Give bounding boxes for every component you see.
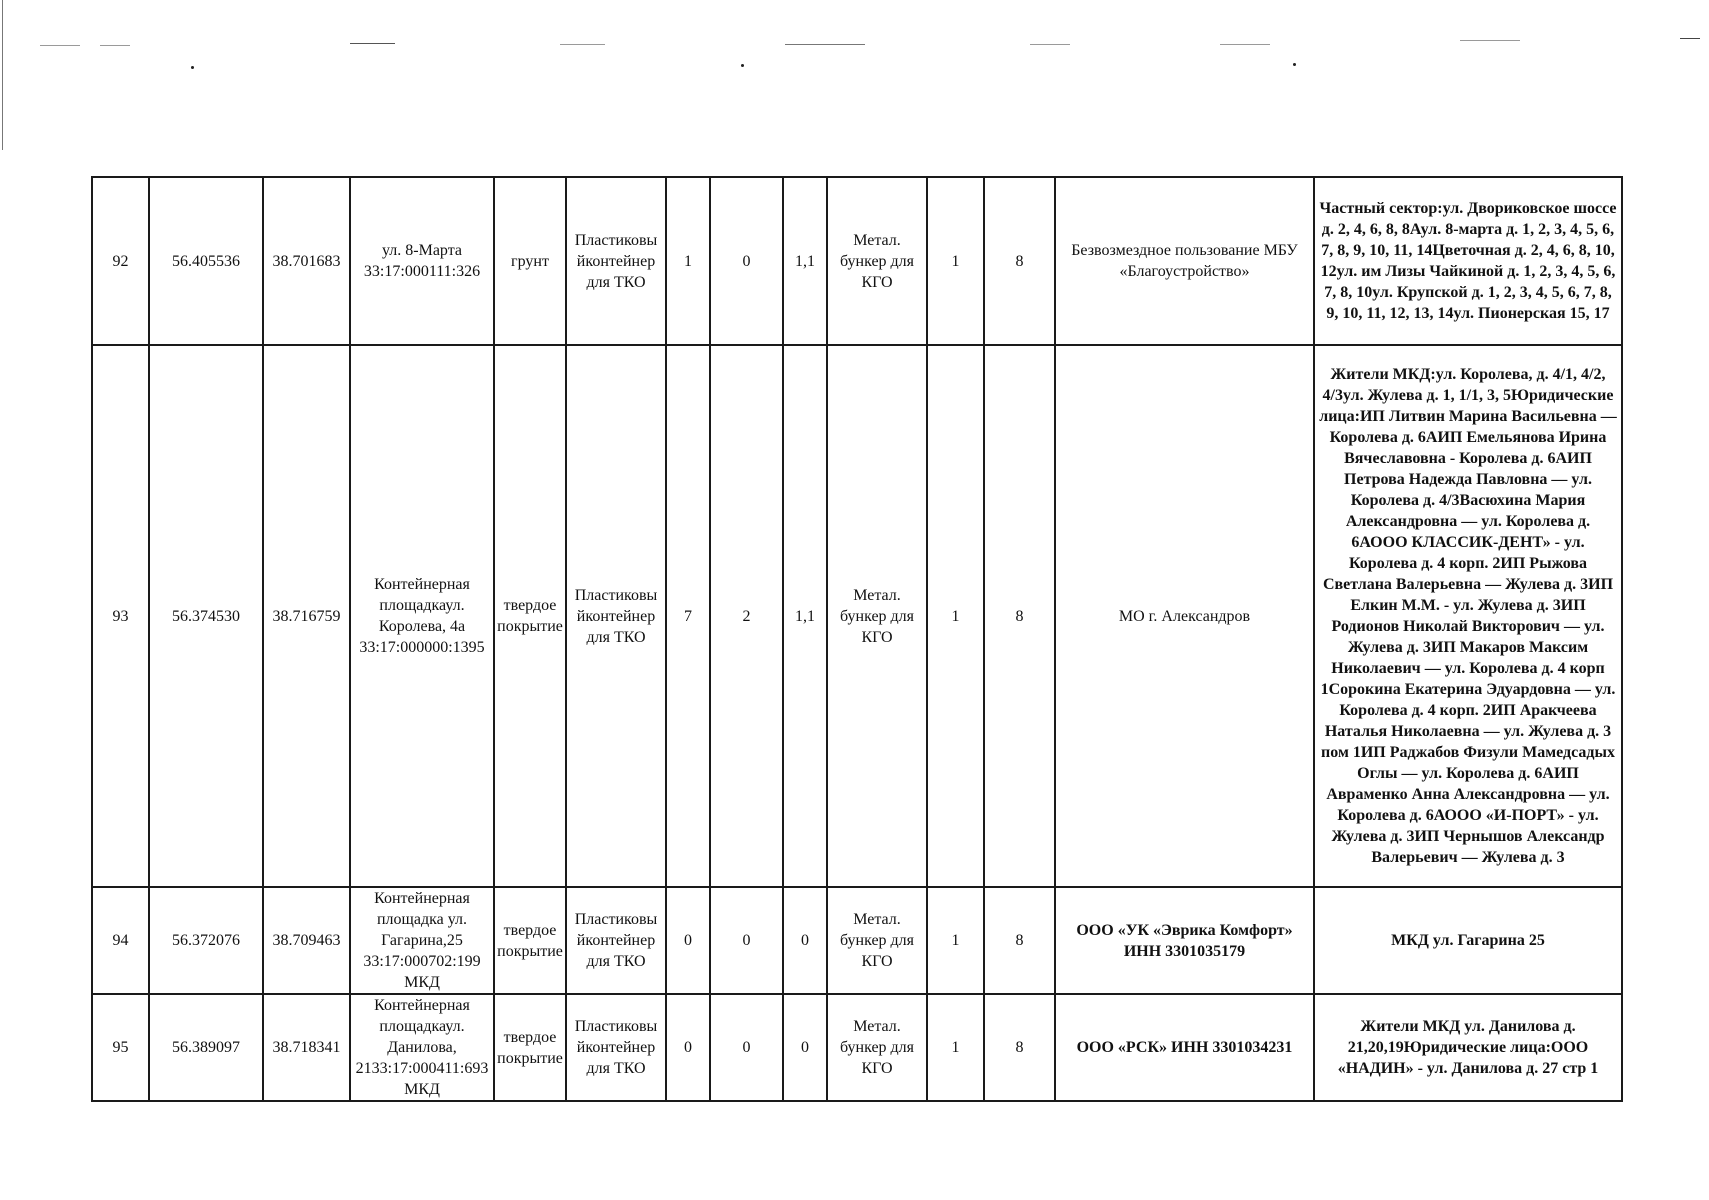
waste-sources: Жители МКД:ул. Королева, д. 4/1, 4/2, 4/3ул. Жулева д. 1, 1/1, 3, 5Юридические лица:ИП Литвин Марина Васильевна — Королева д. 6АИП Емельянова Ирина Вячеславовна - Королева д. 6АИП Петрова Надежда Павловна — ул. Королева д. 4/3Васюхина Мария Александровна — ул. Королева д. 6АООО КЛАССИК-ДЕНТ» - ул. Королева д. 4 корп. 2ИП Рыжова Светлана Валерьевна — Жулева д. 3ИП Елкин М.М. - ул. Жулева д. 3ИП Родионов Николай Викторович — ул. Жулева д. 3ИП Макаров Максим Николаевич — ул. Королева д. 4 корп 1Сорокина Екатерина Эдуардовна — ул. Королева д. 4 корп. 2ИП Аракчеева Наталья Николаевна — ул. Жулева д. 3 пом 1ИП Раджабов Физули Мамедсадых Оглы — ул. Королева д. 6АИП Авраменко Анна Александровна — ул. Королева д. 6АООО «И-ПОРТ» - ул. Жулева д. 3ИП Чернышов Александр Валерьевич — Жулева д. 3 [1314, 345, 1622, 887]
surface-type: грунт [494, 177, 566, 345]
bunker-volume: 8 [984, 887, 1055, 994]
table-row [92, 994, 1622, 1101]
site-address: ул. 8-Марта 33:17:000111:326 [350, 177, 494, 345]
bunker-count: 1 [927, 994, 984, 1101]
longitude: 38.718341 [263, 994, 350, 1101]
latitude: 56.405536 [149, 177, 263, 345]
row-number: 92 [92, 177, 149, 345]
scan-dot [741, 64, 744, 67]
bunker-type: Метал. бункер для КГО [827, 345, 927, 887]
containers-count: 0 [666, 887, 710, 994]
scan-mark [1460, 40, 1520, 41]
longitude: 38.716759 [263, 345, 350, 887]
surface-type: твердое покрытие [494, 345, 566, 887]
scan-mark [350, 43, 395, 44]
scan-mark [40, 45, 80, 46]
container-type: Пластиковы йконтейнер для ТКО [566, 345, 666, 887]
bunker-count: 1 [927, 887, 984, 994]
row-number: 93 [92, 345, 149, 887]
bunker-type: Метал. бункер для КГО [827, 994, 927, 1101]
site-address: Контейнерная площадкаул. Королева, 4а 33:17:000000:1395 [350, 345, 494, 887]
bunker-type: Метал. бункер для КГО [827, 177, 927, 345]
scan-left-edge [2, 0, 3, 150]
container-sites-table [91, 176, 1623, 1102]
bunker-volume: 8 [984, 177, 1055, 345]
planned-containers-count: 0 [710, 887, 783, 994]
containers-count: 7 [666, 345, 710, 887]
container-type: Пластиковы йконтейнер для ТКО [566, 177, 666, 345]
row-number: 94 [92, 887, 149, 994]
container-type: Пластиковы йконтейнер для ТКО [566, 994, 666, 1101]
scan-mark [1680, 38, 1700, 39]
bunker-volume: 8 [984, 994, 1055, 1101]
scan-mark [560, 44, 605, 45]
longitude: 38.709463 [263, 887, 350, 994]
containers-count: 0 [666, 994, 710, 1101]
site-address: Контейнерная площадкаул. Данилова, 2133:17:000411:693 МКД [350, 994, 494, 1101]
waste-sources: Жители МКД ул. Данилова д. 21,20,19Юридические лица:ООО «НАДИН» - ул. Данилова д. 27 стр 1 [1314, 994, 1622, 1101]
containers-count: 1 [666, 177, 710, 345]
longitude: 38.701683 [263, 177, 350, 345]
scan-artifacts [0, 0, 1709, 120]
container-type: Пластиковы йконтейнер для ТКО [566, 887, 666, 994]
scan-dot [1293, 63, 1296, 66]
surface-type: твердое покрытие [494, 887, 566, 994]
latitude: 56.389097 [149, 994, 263, 1101]
site-owner: ООО «УК «Эврика Комфорт» ИНН 3301035179 [1055, 887, 1314, 994]
waste-sources: Частный сектор:ул. Двориковское шоссе д. 2, 4, 6, 8, 8Аул. 8-марта д. 1, 2, 3, 4, 5, 6, 7, 8, 9, 10, 11, 14Цветочная д. 2, 4, 6, 8, 10, 12ул. им Лизы Чайкиной д. 1, 2, 3, 4, 5, 6, 7, 8, 10ул. Крупской д. 1, 2, 3, 4, 5, 6, 7, 8, 9, 10, 11, 12, 13, 14ул. Пионерская 15, 17 [1314, 177, 1622, 345]
container-volume: 0 [783, 994, 827, 1101]
bunker-count: 1 [927, 177, 984, 345]
scan-mark [785, 44, 865, 45]
row-number: 95 [92, 994, 149, 1101]
scan-dot [191, 66, 194, 69]
container-volume: 0 [783, 887, 827, 994]
waste-sources: МКД ул. Гагарина 25 [1314, 887, 1622, 994]
bunker-volume: 8 [984, 345, 1055, 887]
scan-mark [100, 45, 130, 46]
container-volume: 1,1 [783, 177, 827, 345]
planned-containers-count: 0 [710, 994, 783, 1101]
surface-type: твердое покрытие [494, 994, 566, 1101]
latitude: 56.374530 [149, 345, 263, 887]
table-row [92, 345, 1622, 887]
table-row [92, 177, 1622, 345]
site-address: Контейнерная площадка ул. Гагарина,25 33:17:000702:199 МКД [350, 887, 494, 994]
bunker-count: 1 [927, 345, 984, 887]
container-volume: 1,1 [783, 345, 827, 887]
scan-mark [1220, 44, 1270, 45]
site-owner: Безвозмездное пользование МБУ «Благоустройство» [1055, 177, 1314, 345]
planned-containers-count: 2 [710, 345, 783, 887]
latitude: 56.372076 [149, 887, 263, 994]
bunker-type: Метал. бункер для КГО [827, 887, 927, 994]
table-row [92, 887, 1622, 994]
scan-mark [1030, 44, 1070, 45]
site-owner: ООО «РСК» ИНН 3301034231 [1055, 994, 1314, 1101]
site-owner: МО г. Александров [1055, 345, 1314, 887]
planned-containers-count: 0 [710, 177, 783, 345]
